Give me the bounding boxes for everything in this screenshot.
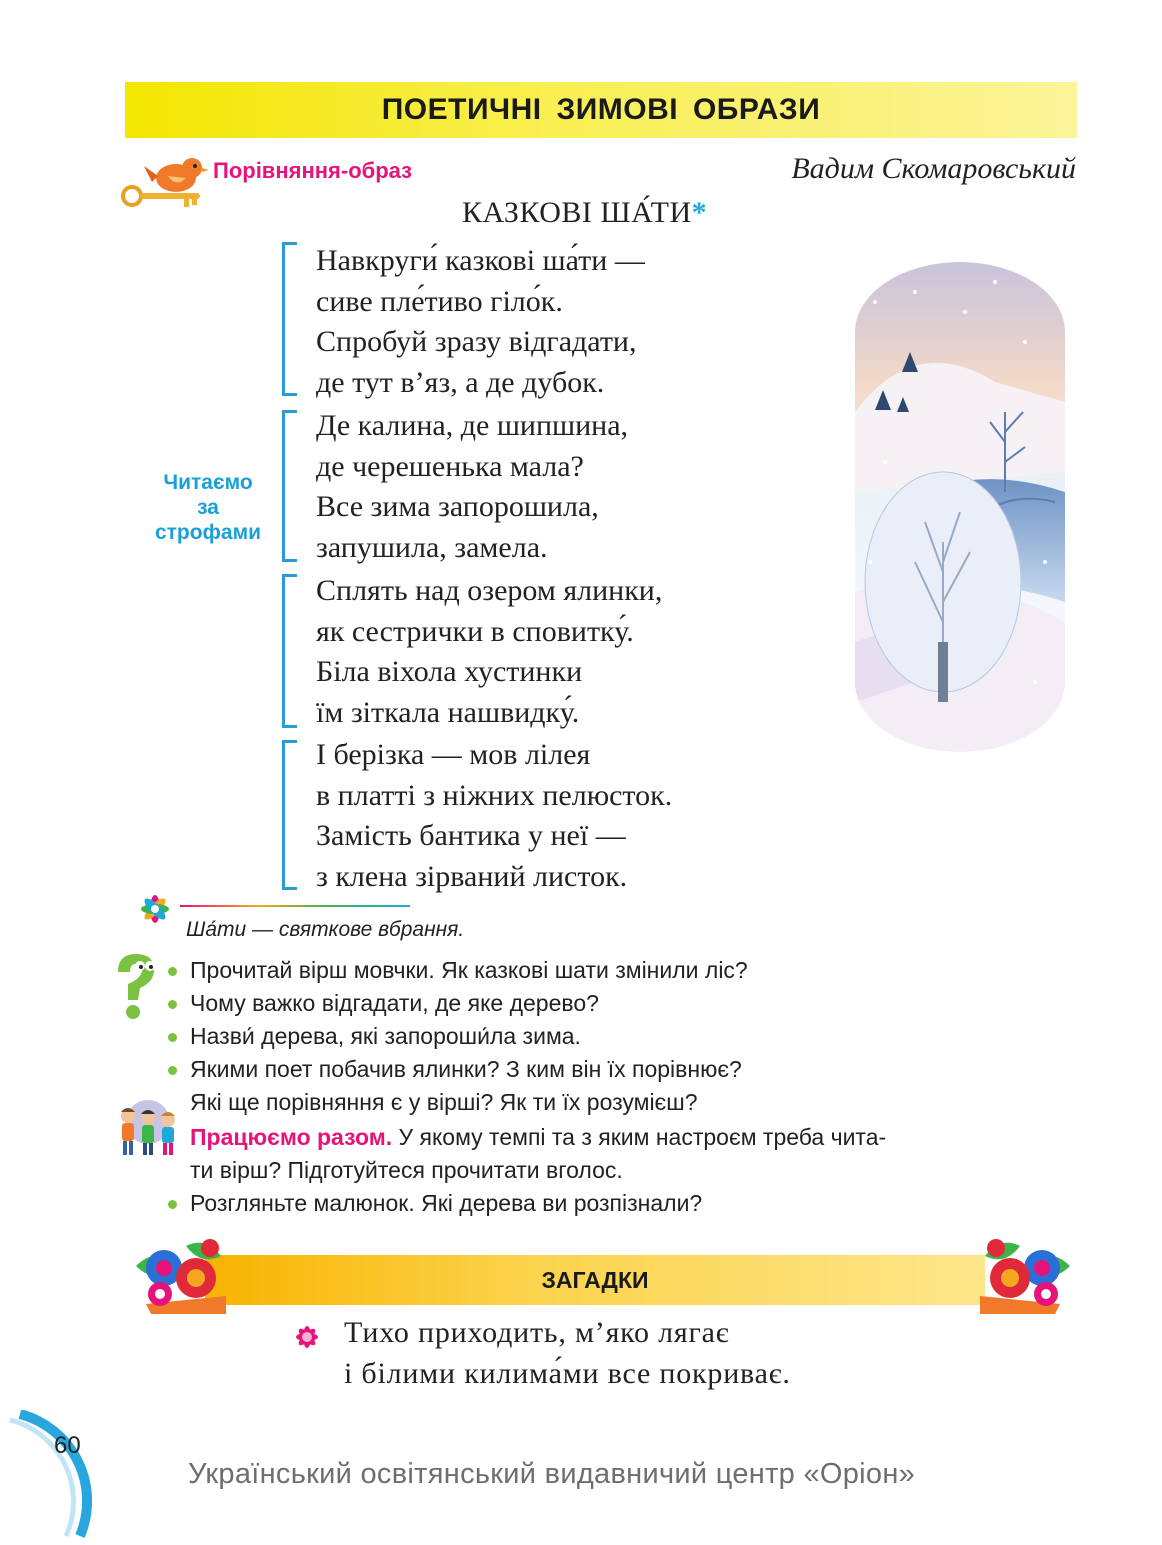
stanza-bracket [282, 242, 297, 396]
question-item [190, 1053, 742, 1086]
reading-hint-line: Читаємо [163, 471, 253, 494]
group-task-label: Працюємо разом. [190, 1124, 393, 1150]
group-task-text: У якому темпі та з яким настроєм треба чита- [398, 1124, 887, 1150]
page-title: ПОЕТИЧНІ ЗИМОВІ ОБРАЗИ [381, 93, 821, 126]
group-task [190, 1121, 886, 1154]
folk-flowers-icon [970, 1226, 1080, 1314]
riddle-line: і білими килима́ми все покриває. [344, 1357, 791, 1390]
question-item [190, 987, 599, 1020]
footnote-asterisk: * [691, 196, 708, 229]
riddle-line: Тихо приходить, м’яко лягає [344, 1316, 730, 1349]
stanza-2 [316, 406, 628, 568]
winter-illustration [855, 262, 1065, 752]
poem-line: Де калина, де шипшина, [316, 409, 629, 442]
poem-line: запушила, замела. [316, 530, 548, 564]
question-item [190, 1187, 702, 1220]
page-number: 60 [54, 1432, 81, 1459]
question-text: Чому важко відгадати, де яке дерево? [190, 990, 599, 1016]
folk-flowers-icon [126, 1226, 236, 1314]
poem-line: як сестрички в сповитку́. [316, 614, 634, 648]
poem-line: з клена зірваний листок. [316, 859, 628, 893]
poem-line: Навкруги́ казкові ша́ти — [316, 244, 645, 277]
bullet-icon [168, 1000, 177, 1009]
stanza-4 [316, 735, 672, 897]
poem-line: Сплять над озером ялинки, [316, 574, 663, 607]
poem-line: сиве пле́тиво гіло́к. [316, 284, 563, 318]
reading-hint-line: за [197, 496, 219, 519]
poem-line: де черешенька мала? [316, 449, 584, 483]
poem-line: Спробуй зразу відгадати, [316, 325, 637, 358]
poem-title [462, 196, 707, 230]
riddle [344, 1312, 791, 1394]
group-task-continuation: ти вірш? Підготуйтеся прочитати вголос. [190, 1157, 623, 1183]
question-text: Якими поет побачив ялинки? З ким він їх порівнює? [190, 1056, 742, 1082]
kids-icon [112, 1098, 184, 1160]
glossary-text: Ша́ти — святкове вбрання. [186, 918, 465, 941]
poem-line: Біла віхола хустинки [316, 655, 583, 688]
poem-author: Вадим Скомаровський [791, 152, 1076, 185]
bullet-icon [168, 1033, 177, 1042]
poem-line: їм зіткала нашвидку́. [316, 695, 580, 729]
question-text: Назви́ дерева, які запороши́ла зима. [190, 1023, 581, 1049]
section-tag: Порівняння-образ [213, 158, 413, 183]
bullet-icon [168, 967, 177, 976]
poem-line: Замість бантика у неї — [316, 819, 626, 852]
glossary-divider [180, 905, 410, 907]
poem-line: І берізка — мов лілея [316, 738, 591, 771]
bullet-icon [168, 1200, 177, 1209]
bird-key-icon [118, 148, 210, 212]
stanza-3 [316, 571, 662, 733]
poem-line: Все зима запорошила, [316, 490, 599, 523]
poem-title-text: КАЗКОВІ ША́ТИ [462, 196, 692, 229]
riddles-title: ЗАГАДКИ [541, 1267, 649, 1293]
poem-line: в платті з ніжних пелюсток. [316, 778, 673, 812]
question-item [190, 1020, 581, 1053]
pink-flower-icon [292, 1322, 322, 1352]
reading-hint-line: строфами [154, 521, 262, 544]
publisher-footer: Український освітянський видавничий центр «Оріон» [188, 1458, 916, 1490]
page-corner-arc [0, 1410, 110, 1540]
question-text: Прочитай вірш мовчки. Як казкові шати змінили ліс? [190, 957, 748, 983]
reading-hint [140, 470, 276, 545]
stanza-bracket [282, 410, 297, 562]
flower-star-icon [130, 884, 180, 934]
stanza-bracket [282, 574, 297, 728]
question-item [190, 954, 748, 987]
question-text: Розгляньте малюнок. Які дерева ви розпізнали? [190, 1190, 703, 1216]
bullet-icon [168, 1066, 177, 1075]
stanza-bracket [282, 740, 297, 890]
poem-line: де тут в’яз, а де дубок. [316, 365, 605, 399]
question-continuation: Які ще порівняння є у вірші? Як ти їх розумієш? [190, 1089, 698, 1115]
question-mark-icon [110, 952, 162, 1024]
stanza-1 [316, 241, 645, 403]
